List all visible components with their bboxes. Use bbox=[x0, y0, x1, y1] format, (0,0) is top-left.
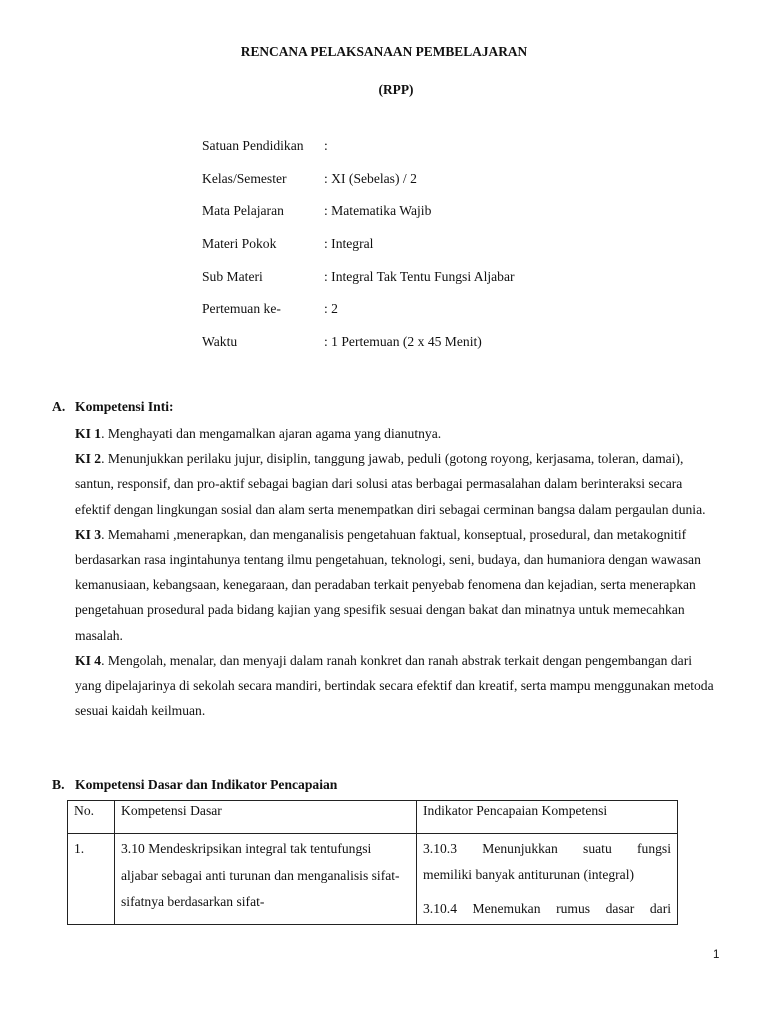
info-label: Sub Materi bbox=[202, 268, 263, 284]
table-row bbox=[68, 834, 678, 925]
competency-table bbox=[67, 800, 678, 925]
info-row bbox=[202, 301, 515, 334]
header-no: No. bbox=[68, 801, 115, 834]
header-indikator: Indikator Pencapaian Kompetensi bbox=[417, 801, 678, 834]
info-row bbox=[202, 269, 515, 302]
info-label: Mata Pelajaran bbox=[202, 203, 284, 219]
info-value: : 2 bbox=[324, 301, 338, 317]
info-label: Waktu bbox=[202, 334, 238, 350]
identity-info bbox=[202, 138, 515, 367]
indicator-line: 3.10.3 Menunjukkan suatu fungsi bbox=[423, 841, 671, 856]
section-a-heading bbox=[52, 399, 174, 415]
ki-text: . Mengolah, menalar, dan menyaji dalam ranah konkret dan ranah abstrak terkait dengan pengembangan dari yang dipelajarinya di sekolah secara mandiri, bertindak secara efektif dan kreatif, serta mampu menggunakan metoda sesuai kaidah keilmuan. bbox=[75, 652, 714, 719]
info-value: : Matematika Wajib bbox=[324, 203, 432, 219]
info-row bbox=[202, 334, 515, 367]
info-label: Satuan Pendidikan bbox=[202, 138, 304, 153]
kompetensi-inti-list bbox=[75, 421, 720, 723]
ki-paragraph bbox=[75, 446, 720, 522]
ki-text: . Menunjukkan perilaku jujur, disiplin, tanggung jawab, peduli (gotong royong, kerjasama, toleran, damai), santun, responsif, dan pro-aktif sebagai bagian dari solusi atas berbagai permasalahan dalam berinteraksi secara efektif dengan lingkungan sosial dan alam serta menempatkan diri sebagai cerminan bangsa dalam pergaulan dunia. bbox=[75, 451, 706, 517]
section-title: Kompetensi Dasar dan Indikator Pencapaian bbox=[75, 777, 338, 792]
info-row bbox=[202, 203, 515, 236]
section-letter: B. bbox=[52, 777, 65, 792]
document-title: RENCANA PELAKSANAAN PEMBELAJARAN bbox=[240, 44, 528, 59]
info-value: : XI (Sebelas) / 2 bbox=[324, 170, 417, 186]
info-label: Kelas/Semester bbox=[202, 170, 287, 186]
ki-label: KI 4 bbox=[75, 652, 102, 668]
ki-label: KI 1 bbox=[75, 426, 102, 441]
indicator-item bbox=[423, 836, 671, 888]
info-row bbox=[202, 138, 515, 171]
info-row bbox=[202, 171, 515, 204]
info-row bbox=[202, 236, 515, 269]
row-kompetensi-dasar: 3.10 Mendeskripsikan integral tak tentufungsi aljabar sebagai anti turunan dan menganalisis sifat-sifatnya berdasarkan sifat- bbox=[115, 834, 417, 925]
row-no: 1. bbox=[68, 834, 115, 925]
indicator-line: 3.10.4 Menemukan rumus dasar dari bbox=[423, 901, 671, 916]
info-label: Pertemuan ke- bbox=[202, 301, 281, 317]
section-b-heading bbox=[52, 777, 337, 793]
info-value: : bbox=[324, 138, 328, 153]
section-letter: A. bbox=[52, 399, 66, 414]
row-indikator bbox=[417, 834, 678, 925]
section-title: Kompetensi Inti: bbox=[75, 399, 174, 414]
ki-label: KI 3 bbox=[75, 526, 102, 542]
ki-paragraph bbox=[75, 522, 720, 648]
ki-paragraph bbox=[75, 648, 720, 724]
ki-text: . Menghayati dan mengamalkan ajaran agama yang dianutnya. bbox=[101, 426, 442, 441]
indicator-item bbox=[423, 896, 671, 922]
page-number: 1 bbox=[713, 949, 720, 961]
ki-paragraph bbox=[75, 421, 720, 446]
ki-label: KI 2 bbox=[75, 451, 102, 467]
indicator-line: memiliki banyak antiturunan (integral) bbox=[423, 867, 635, 882]
info-label: Materi Pokok bbox=[202, 236, 277, 252]
ki-text: . Memahami ,menerapkan, dan menganalisis pengetahuan faktual, konseptual, prosedural, dan metakognitif berdasarkan rasa ingintahunya tentang ilmu pengetahuan, teknologi, seni, budaya, dan humaniora dengan wawasan kemanusiaan, kebangsaan, kenegaraan, dan peradaban terkait penyebab fenomena dan kejadian, serta menerapkan pengetahuan prosedural pada bidang kajian yang spesifik sesuai dengan bakat dan minatnya untuk memecahkan masalah. bbox=[75, 526, 701, 643]
table-header-row bbox=[68, 801, 678, 834]
info-value: : Integral bbox=[324, 236, 374, 252]
info-value: : Integral Tak Tentu Fungsi Aljabar bbox=[324, 268, 515, 284]
info-value: : 1 Pertemuan (2 x 45 Menit) bbox=[324, 334, 482, 350]
header-kompetensi-dasar: Kompetensi Dasar bbox=[115, 801, 417, 834]
document-subtitle: (RPP) bbox=[378, 82, 414, 97]
